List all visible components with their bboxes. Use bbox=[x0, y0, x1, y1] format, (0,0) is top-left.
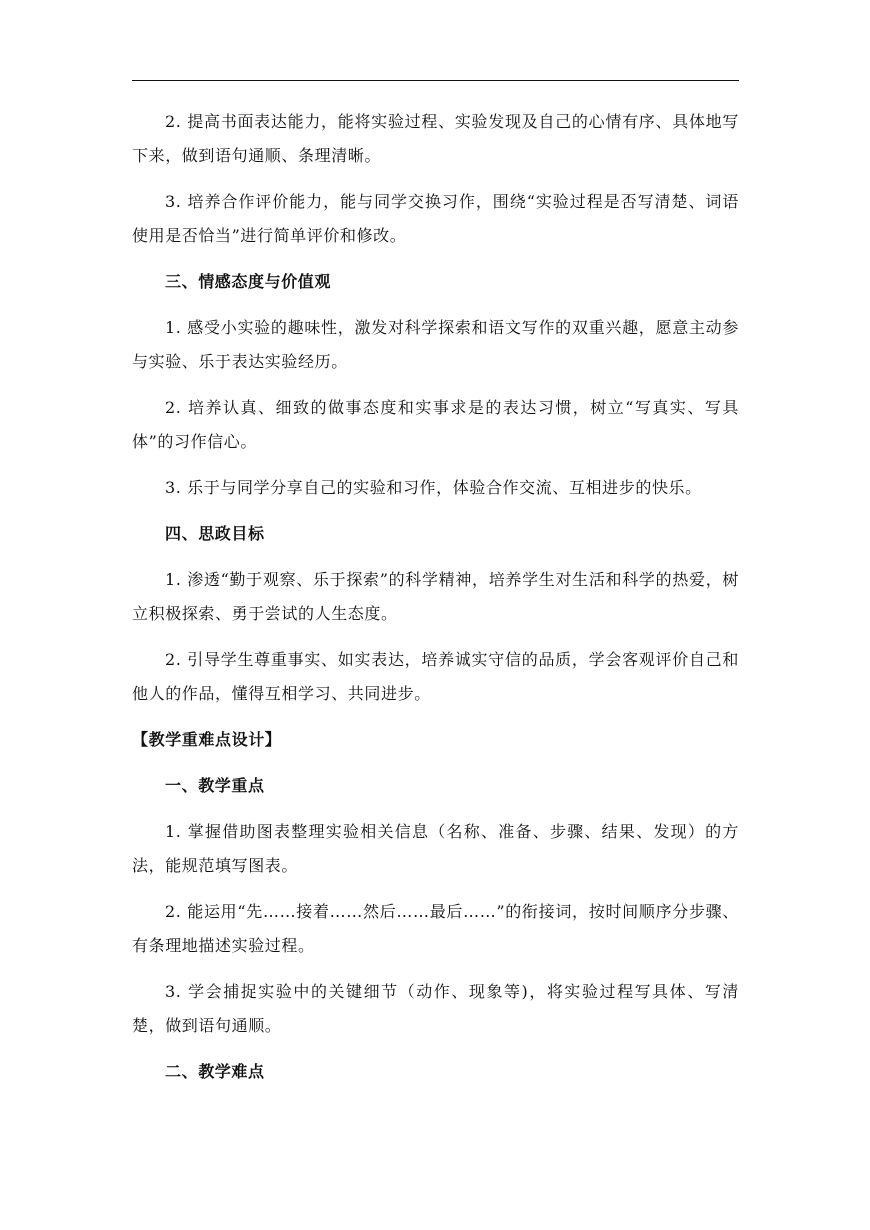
objective-emotion-3: 3. 乐于与同学分享自己的实验和习作，体验合作交流、互相进步的快乐。 bbox=[165, 478, 702, 497]
heading-emotion-attitude-values: 三、情感态度与价值观 bbox=[165, 272, 332, 291]
heading-teaching-difficult-points: 二、教学难点 bbox=[165, 1062, 265, 1081]
key-point-2: 2. 能运用“先……接着……然后……最后……”的衔接词，按时间顺序分步骤、有条理地描述实验过程。 bbox=[132, 902, 739, 955]
section-title-key-difficult-points: 【教学重难点设计】 bbox=[132, 730, 282, 749]
header-rule bbox=[132, 80, 739, 81]
document-body bbox=[132, 105, 739, 1101]
objective-skill-2: 2. 提高书面表达能力，能将实验过程、实验发现及自己的心情有序、具体地写下来，做到语句通顺、条理清晰。 bbox=[132, 112, 739, 165]
key-point-3: 3. 学会捕捉实验中的关键细节（动作、现象等)，将实验过程写具体、写清楚，做到语句通顺。 bbox=[132, 982, 739, 1035]
key-point-1: 1. 掌握借助图表整理实验相关信息（名称、准备、步骤、结果、发现）的方法，能规范填写图表。 bbox=[132, 822, 739, 875]
heading-ideological-goals: 四、思政目标 bbox=[165, 524, 265, 543]
objective-emotion-2: 2. 培养认真、细致的做事态度和实事求是的表达习惯，树立“写真实、写具体”的习作信心。 bbox=[132, 398, 739, 451]
heading-teaching-key-points: 一、教学重点 bbox=[165, 776, 265, 795]
objective-skill-3: 3. 培养合作评价能力，能与同学交换习作，围绕“实验过程是否写清楚、词语使用是否恰当”进行简单评价和修改。 bbox=[132, 192, 739, 245]
objective-emotion-1: 1. 感受小实验的趣味性，激发对科学探索和语文写作的双重兴趣，愿意主动参与实验、乐于表达实验经历。 bbox=[132, 318, 739, 371]
objective-ideological-2: 2. 引导学生尊重事实、如实表达，培养诚实守信的品质，学会客观评价自己和他人的作品，懂得互相学习、共同进步。 bbox=[132, 650, 739, 703]
objective-ideological-1: 1. 渗透“勤于观察、乐于探索”的科学精神，培养学生对生活和科学的热爱，树立积极探索、勇于尝试的人生态度。 bbox=[132, 570, 739, 623]
